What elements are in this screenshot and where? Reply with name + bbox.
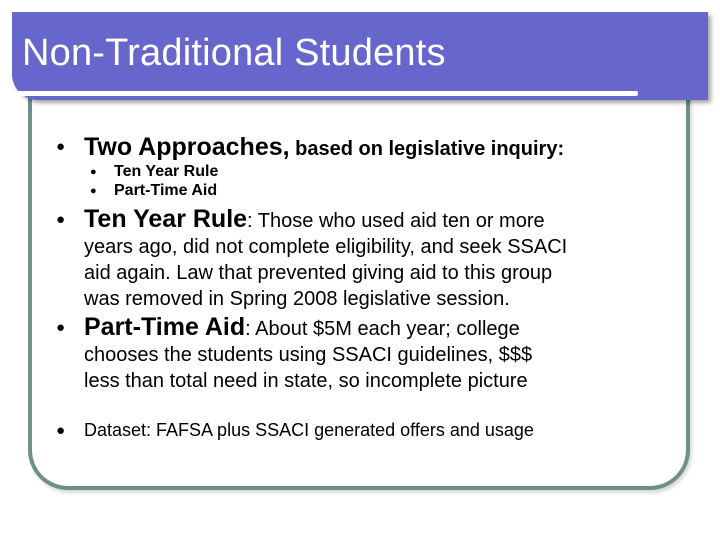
bullet-dot-icon: ●: [56, 422, 66, 439]
slide-title: Non-Traditional Students: [22, 32, 446, 74]
ten-year-rest: : Those who used aid ten or more: [247, 210, 545, 232]
approaches-rest: based on legislative inquiry:: [289, 138, 565, 160]
ten-year-line-2: years ago, did not complete eligibility, and seek SSACI: [84, 236, 568, 258]
part-time-line-3: less than total need in state, so incomplete picture: [84, 370, 528, 392]
ten-year-heading: Ten Year Rule: [84, 205, 248, 233]
part-time-rest: : About $5M each year; college: [245, 318, 520, 340]
bullet-approaches: [84, 133, 564, 162]
ten-year-line-1: [84, 205, 545, 234]
subitem-ten-year: Ten Year Rule: [114, 163, 219, 180]
sub-bullet-dot-icon: ●: [90, 166, 97, 178]
ten-year-line-3: aid again. Law that prevented giving aid to this group: [84, 262, 553, 284]
bullet-dot-icon: ●: [56, 138, 66, 155]
bullet-dot-icon: ●: [56, 319, 66, 336]
bullet-dot-icon: ●: [56, 211, 66, 228]
part-time-heading: Part-Time Aid: [84, 313, 246, 341]
dataset-text: Dataset: FAFSA plus SSACI generated offers and usage: [84, 420, 534, 440]
subitem-part-time: Part-Time Aid: [114, 182, 218, 199]
part-time-line-1: [84, 313, 520, 342]
ten-year-line-4: was removed in Spring 2008 legislative session.: [84, 288, 510, 310]
part-time-line-2: chooses the students using SSACI guidelines, $$$: [84, 344, 533, 366]
approaches-heading: Two Approaches,: [84, 133, 290, 161]
sub-bullet-dot-icon: ●: [90, 185, 97, 197]
